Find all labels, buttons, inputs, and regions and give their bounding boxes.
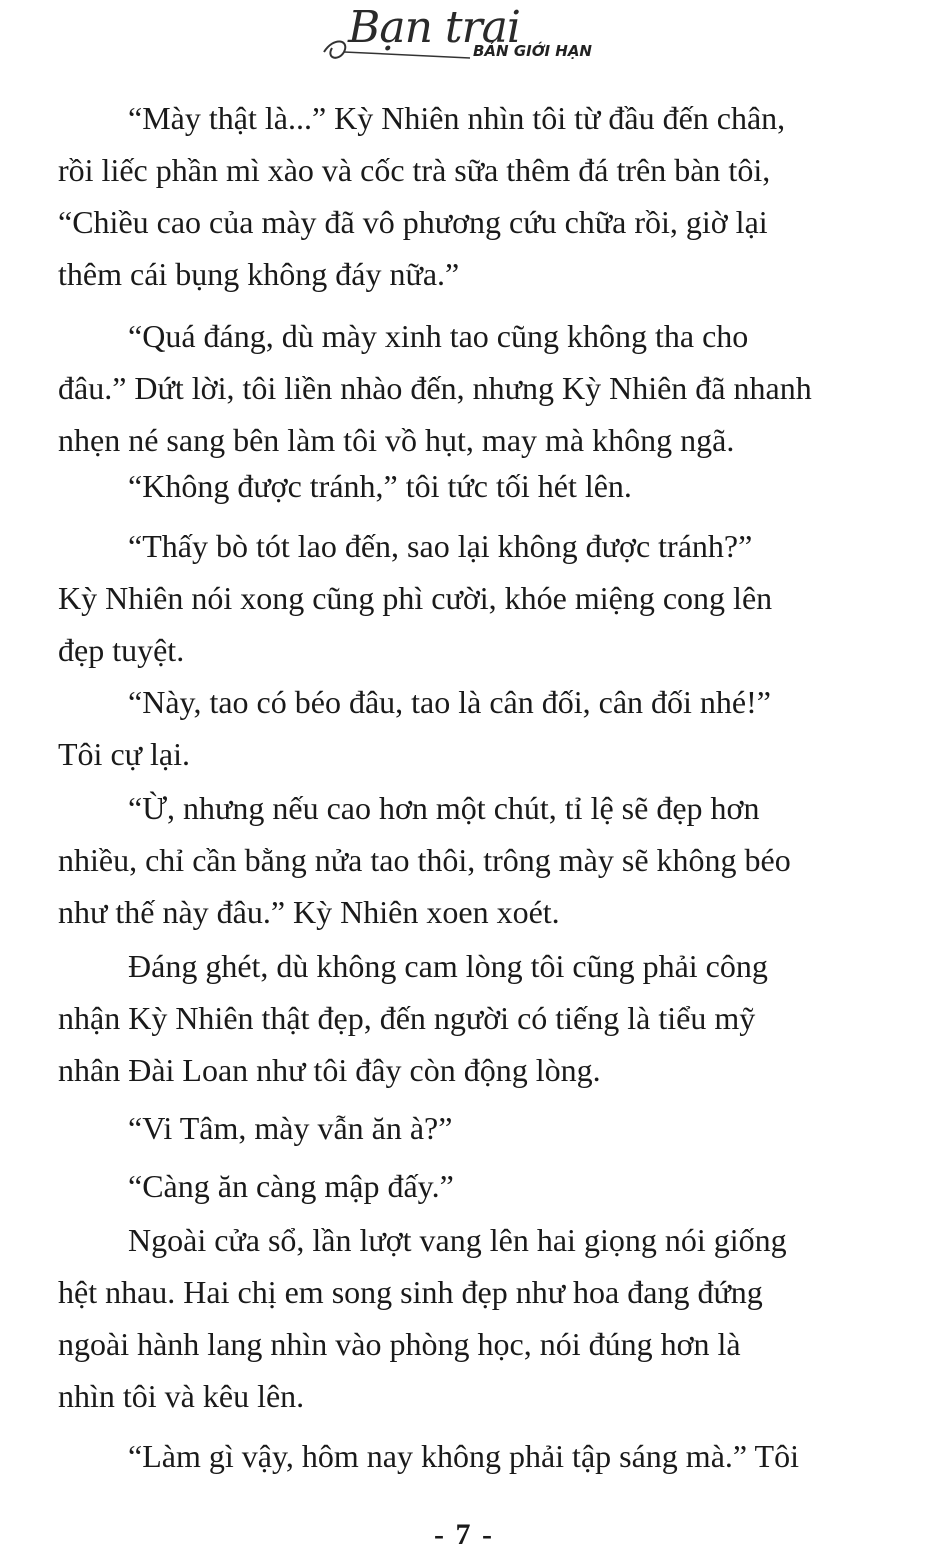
paragraph-5: [58, 676, 848, 780]
running-header: [320, 0, 640, 78]
book-title: Bạn trai: [348, 2, 520, 53]
text-line: “Càng ăn càng mập đấy.”: [128, 1168, 454, 1204]
text-line: “Này, tao có béo đâu, tao là cân đối, cân đối nhé!”: [128, 684, 771, 720]
book-subtitle: BẢN GIỚI HẠN: [473, 42, 592, 60]
text-line: Đáng ghét, dù không cam lòng tôi cũng phải công: [128, 948, 768, 984]
text-line: “Quá đáng, dù mày xinh tao cũng không tha cho: [128, 318, 749, 354]
text-line: “Chiều cao của mày đã vô phương cứu chữa rồi, giờ lại: [58, 204, 768, 240]
paragraph-3: [58, 460, 848, 512]
text-line: “Không được tránh,” tôi tức tối hét lên.: [128, 468, 632, 504]
text-line: nhận Kỳ Nhiên thật đẹp, đến người có tiếng là tiểu mỹ: [58, 1000, 756, 1036]
paragraph-10: [58, 1214, 848, 1422]
paragraph-11: [58, 1430, 848, 1482]
page-number: - 7 -: [434, 1518, 494, 1551]
text-line: đâu.” Dứt lời, tôi liền nhào đến, nhưng Kỳ Nhiên đã nhanh: [58, 370, 812, 406]
paragraph-4: [58, 520, 848, 676]
text-line: Kỳ Nhiên nói xong cũng phì cười, khóe miệng cong lên: [58, 580, 773, 616]
text-line: “Thấy bò tót lao đến, sao lại không được tránh?”: [128, 528, 753, 564]
text-line: rồi liếc phần mì xào và cốc trà sữa thêm đá trên bàn tôi,: [58, 152, 771, 188]
text-line: như thế này đâu.” Kỳ Nhiên xoen xoét.: [58, 894, 560, 930]
text-line: “Ừ, nhưng nếu cao hơn một chút, tỉ lệ sẽ đẹp hơn: [128, 790, 760, 826]
paragraph-7: [58, 940, 848, 1096]
text-line: Ngoài cửa sổ, lần lượt vang lên hai giọng nói giống: [128, 1222, 787, 1258]
text-line: Tôi cự lại.: [58, 736, 190, 772]
text-line: nhiều, chỉ cần bằng nửa tao thôi, trông mày sẽ không béo: [58, 842, 791, 878]
paragraph-2: [58, 310, 848, 466]
text-line: nhẹn né sang bên làm tôi vồ hụt, may mà không ngã.: [58, 422, 735, 458]
text-line: “Mày thật là...” Kỳ Nhiên nhìn tôi từ đầu đến chân,: [128, 100, 786, 136]
paragraph-8: [58, 1102, 848, 1154]
text-line: nhân Đài Loan như tôi đây còn động lòng.: [58, 1052, 601, 1088]
text-line: hệt nhau. Hai chị em song sinh đẹp như hoa đang đứng: [58, 1274, 763, 1310]
text-line: “Làm gì vậy, hôm nay không phải tập sáng mà.” Tôi: [128, 1438, 799, 1474]
paragraph-1: [58, 92, 848, 300]
text-line: ngoài hành lang nhìn vào phòng học, nói đúng hơn là: [58, 1326, 741, 1362]
text-line: “Vi Tâm, mày vẫn ăn à?”: [128, 1110, 453, 1146]
paragraph-6: [58, 782, 848, 938]
text-line: đẹp tuyệt.: [58, 632, 185, 668]
paragraph-9: [58, 1160, 848, 1212]
text-line: nhìn tôi và kêu lên.: [58, 1378, 305, 1414]
text-line: thêm cái bụng không đáy nữa.”: [58, 256, 460, 292]
